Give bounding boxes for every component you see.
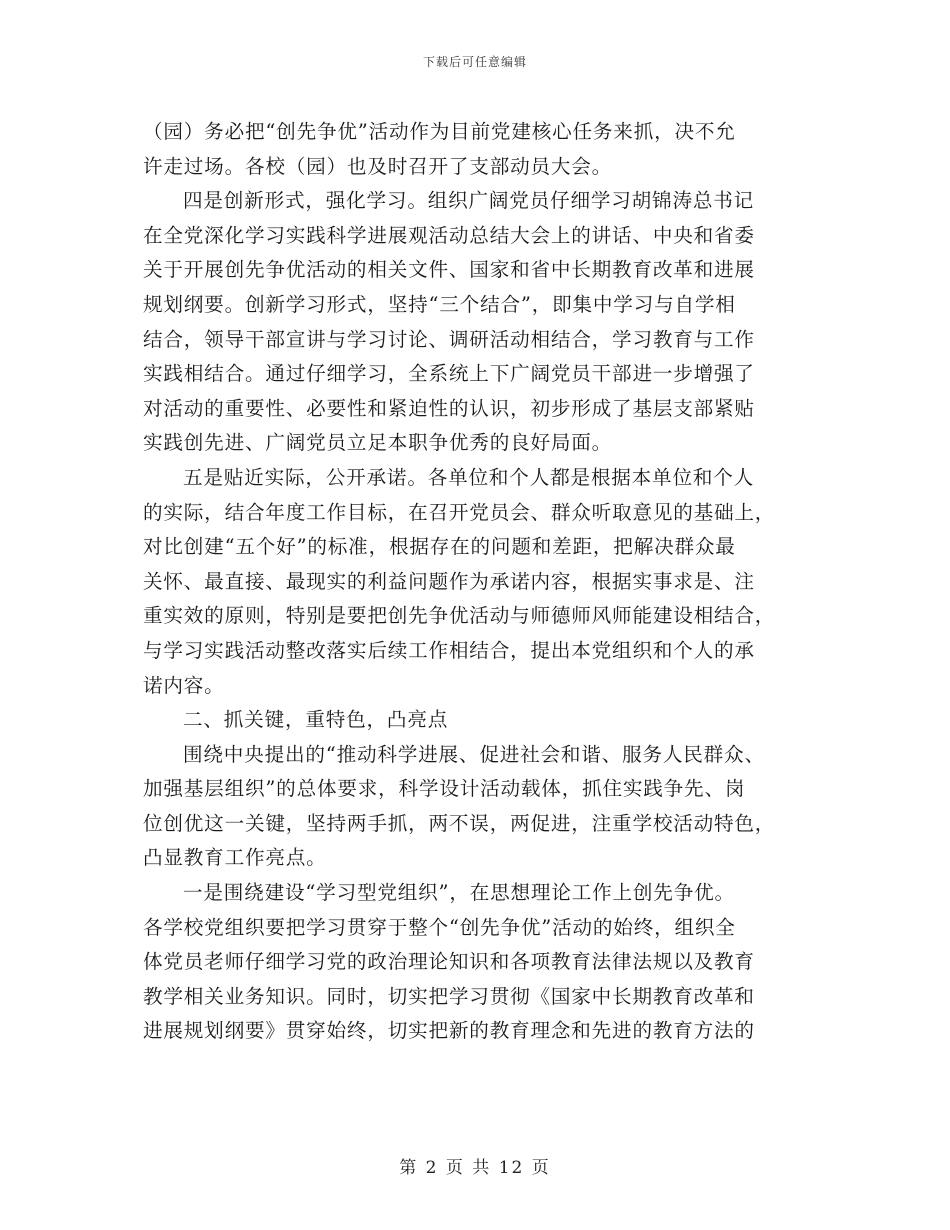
- text-line: 在全党深化学习实践科学进展观活动总结大会上的讲话、中央和省委: [143, 223, 755, 247]
- text-line: 对活动的重要性、必要性和紧迫性的认识，初步形成了基层支部紧贴: [143, 396, 755, 420]
- page-header: 下载后可任意编辑: [422, 55, 527, 69]
- paragraph-start: 五是贴近实际，公开承诺。各单位和个人都是根据本单位和个人: [183, 465, 755, 489]
- text-line: 教学相关业务知识。同时，切实把学习贯彻《国家中长期教育改革和: [143, 984, 755, 1008]
- text-line: 体党员老师仔细学习党的政治理论知识和各项教育法律法规以及教育: [143, 950, 755, 974]
- text-line: 结合，领导干部宣讲与学习讨论、调研活动相结合，学习教育与工作: [143, 327, 755, 351]
- paragraph-start: 围绕中央提出的“推动科学进展、促进社会和谐、服务人民群众、: [183, 742, 765, 766]
- text-line: 诺内容。: [143, 673, 225, 697]
- text-line: 许走过场。各校（园）也及时召开了支部动员大会。: [143, 154, 613, 178]
- text-line: 各学校党组织要把学习贯穿于整个“创先争优”活动的始终，组织全: [143, 915, 736, 939]
- paragraph-start: 一是围绕建设“学习型党组织”，在思想理论工作上创先争优。: [183, 881, 735, 905]
- document-body: [143, 115, 815, 1049]
- text-line: 进展规划纲要》贯穿始终，切实把新的教育理念和先进的教育方法的: [143, 1019, 755, 1043]
- text-line: 重实效的原则，特别是要把创先争优活动与师德师风师能建设相结合，: [143, 604, 776, 628]
- text-line: 关于开展创先争优活动的相关文件、国家和省中长期教育改革和进展: [143, 258, 755, 282]
- section-heading: 二、抓关键，重特色，凸亮点: [183, 708, 449, 732]
- text-line: 对比创建“五个好”的标准，根据存在的问题和差距，把解决群众最: [143, 535, 736, 559]
- page-number-footer: 第 2 页 共 12 页: [399, 1158, 551, 1178]
- text-line: 实践相结合。通过仔细学习，全系统上下广阔党员干部进一步增强了: [143, 362, 755, 386]
- text-line: （园）务必把“创先争优”活动作为目前党建核心任务来抓，决不允: [143, 120, 736, 143]
- text-line: 的实际，结合年度工作目标，在召开党员会、群众听取意见的基础上，: [143, 500, 776, 524]
- paragraph-start: 四是创新形式，强化学习。组织广阔党员仔细学习胡锦涛总书记: [183, 189, 755, 213]
- text-line: 凸显教育工作亮点。: [143, 846, 327, 870]
- text-line: 规划纲要。创新学习形式，坚持“三个结合”，即集中学习与自学相: [143, 292, 736, 316]
- text-line: 关怀、最直接、最现实的利益问题作为承诺内容，根据实事求是、注: [143, 569, 755, 593]
- text-line: 实践创先进、广阔党员立足本职争优秀的良好局面。: [143, 431, 613, 455]
- text-line: 与学习实践活动整改落实后续工作相结合，提出本党组织和个人的承: [143, 638, 755, 662]
- text-line: 位创优这一关键，坚持两手抓，两不误，两促进，注重学校活动特色，: [143, 811, 776, 835]
- text-line: 加强基层组织”的总体要求，科学设计活动载体，抓住实践争先、岗: [143, 777, 746, 801]
